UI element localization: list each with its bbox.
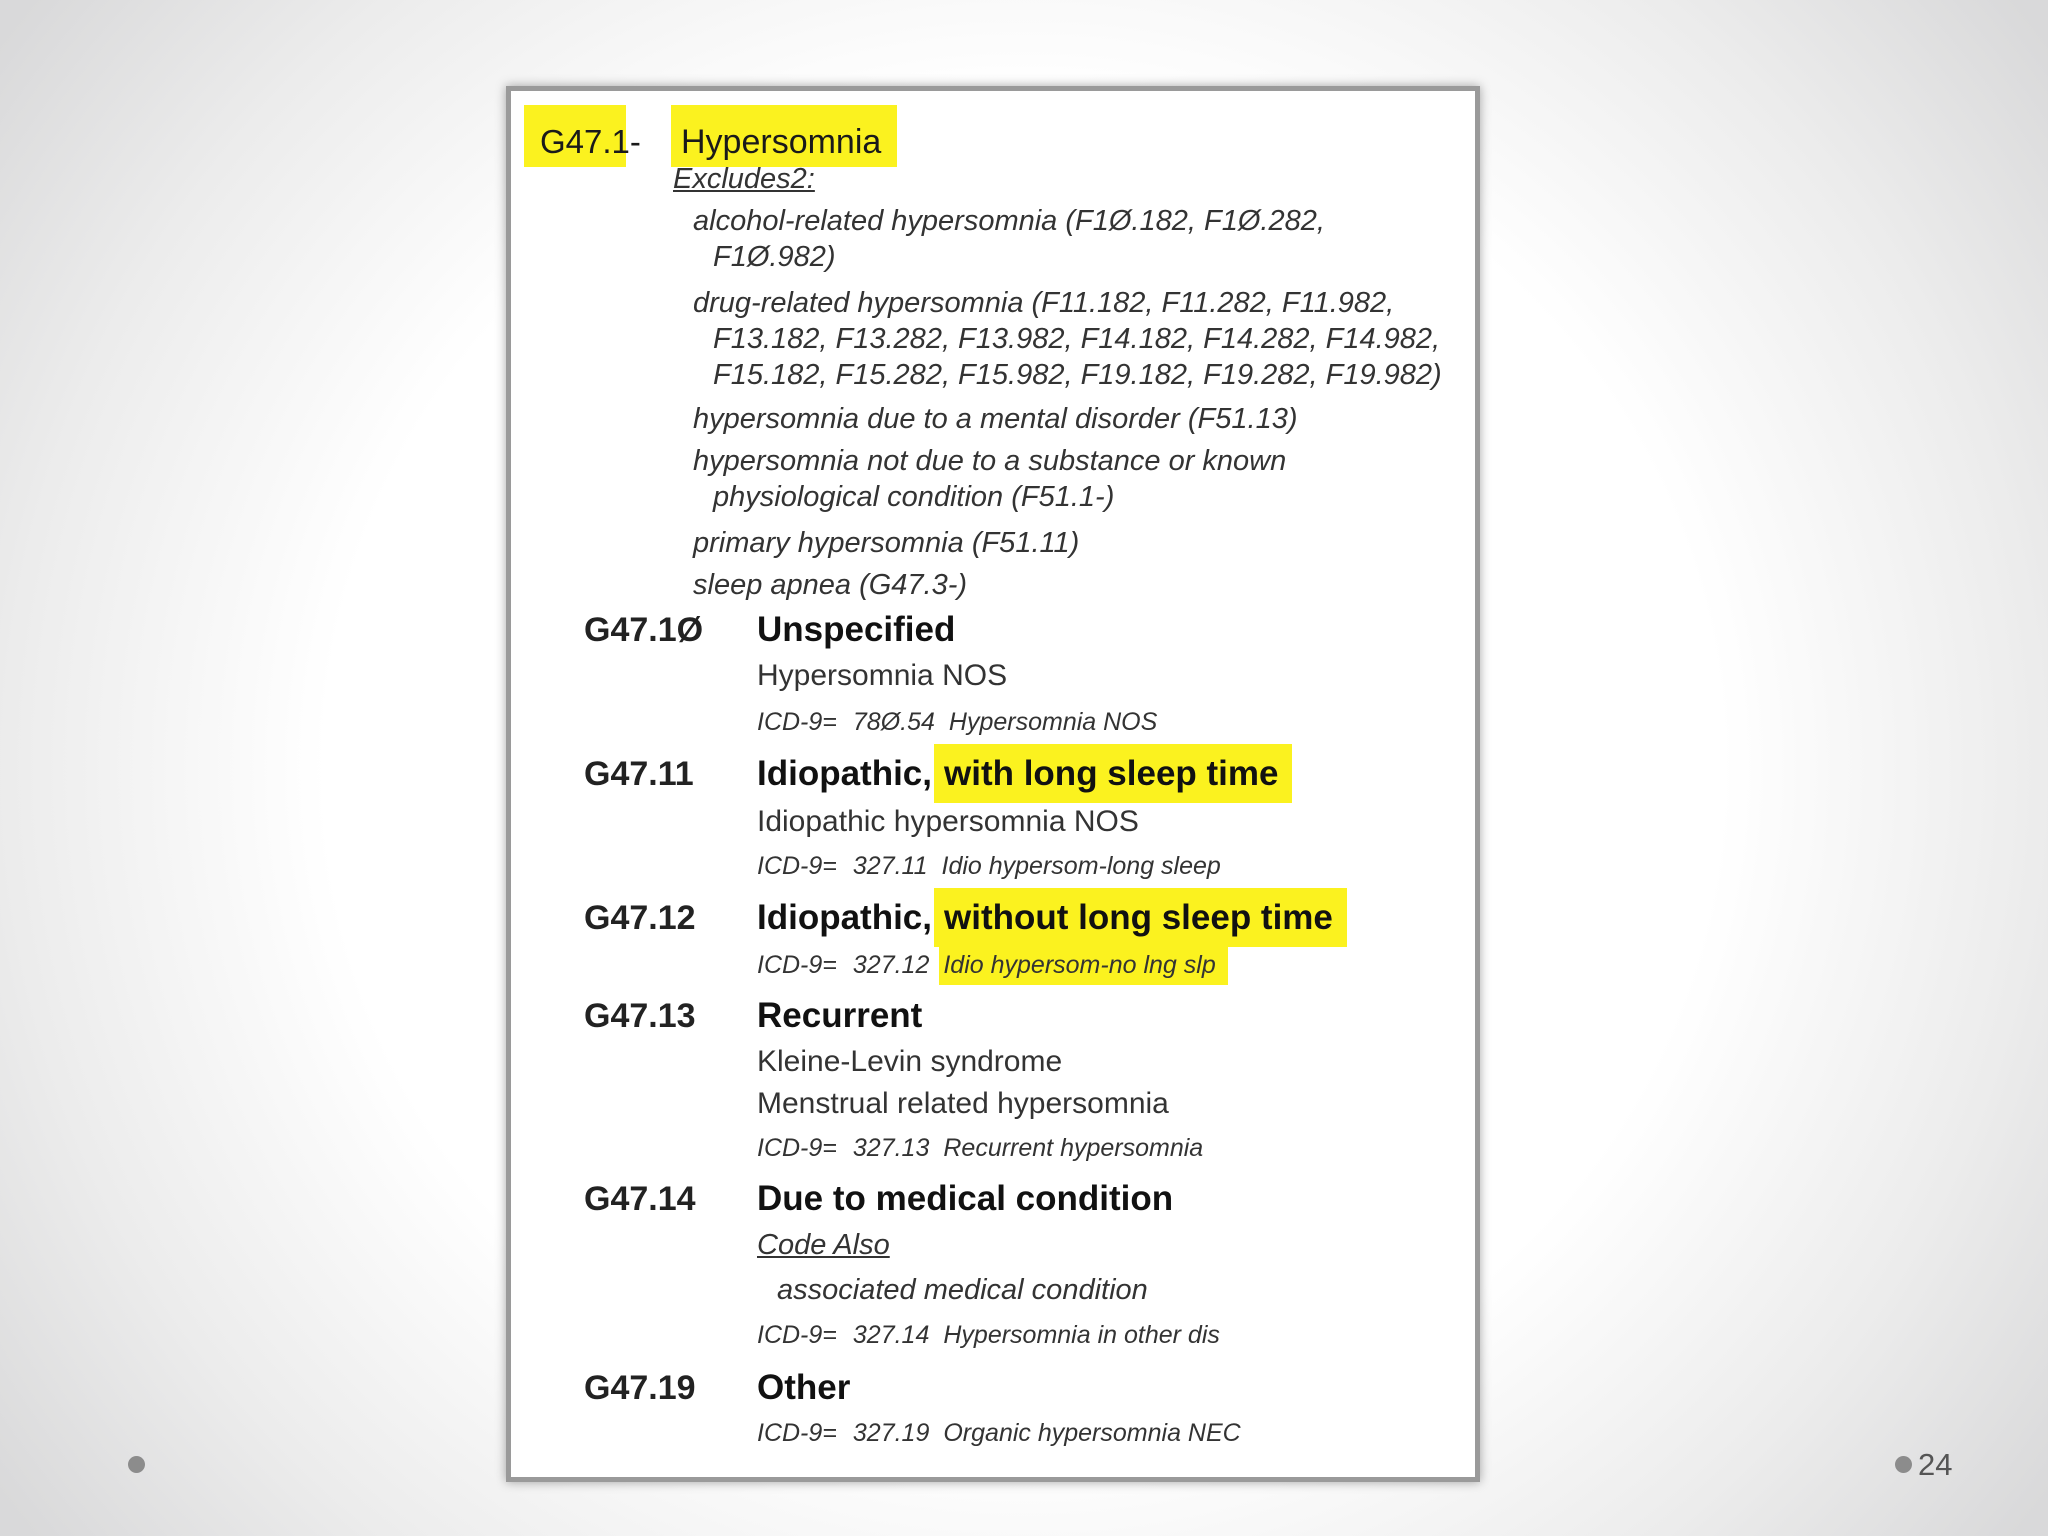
exclusion-item: hypersomnia due to a mental disorder (F51.13)	[693, 403, 1298, 435]
entry-synonym: Menstrual related hypersomnia	[757, 1087, 1169, 1120]
icd9-line: ICD-9= 327.19 Organic hypersomnia NEC	[757, 1419, 1241, 1447]
header-title-highlight	[671, 105, 897, 167]
entry-code: G47.12	[584, 899, 696, 937]
entry-title: Idiopathic, with long sleep time	[757, 754, 1292, 794]
highlighted-phrase: Idio hypersom-no lng slp	[939, 945, 1227, 985]
entry-code: G47.13	[584, 997, 696, 1035]
exclusion-item: alcohol-related hypersomnia (F1Ø.182, F1Ø.282, F1Ø.982)	[693, 205, 1325, 273]
entry-code: G47.19	[584, 1369, 696, 1407]
highlighted-phrase: with long sleep time	[934, 744, 1292, 803]
exclusion-item: drug-related hypersomnia (F11.182, F11.282, F11.982, F13.182, F13.282, F13.982, F14.182, F14.282, F14.982, F15.182, F15.282, F15.982, F19.182, F19.282, F19.982)	[693, 287, 1442, 391]
code-also-label: Code Also	[757, 1229, 890, 1261]
entry-code: G47.1Ø	[584, 611, 704, 649]
entry-title: Due to medical condition	[757, 1179, 1174, 1218]
highlighted-phrase: without long sleep time	[934, 888, 1347, 947]
bullet-dot	[1895, 1456, 1912, 1473]
entry-title: Unspecified	[757, 610, 956, 649]
header-code: G47.1-	[540, 123, 641, 160]
icd9-line: ICD-9= 327.13 Recurrent hypersomnia	[757, 1134, 1204, 1162]
header-code-highlight	[524, 105, 641, 167]
entry-code: G47.14	[584, 1180, 696, 1218]
entry-code: G47.11	[584, 755, 694, 793]
icd9-line: ICD-9= 78Ø.54 Hypersomnia NOS	[757, 708, 1158, 736]
entry-title: Other	[757, 1368, 851, 1407]
exclusion-item: primary hypersomnia (F51.11)	[693, 527, 1080, 559]
exclusion-item: hypersomnia not due to a substance or known physiological condition (F51.1-)	[693, 445, 1287, 513]
entry-title: Idiopathic, without long sleep time	[757, 898, 1347, 938]
header-title: Hypersomnia	[681, 123, 882, 161]
icd9-line: ICD-9= 327.11 Idio hypersom-long sleep	[757, 852, 1221, 880]
excludes2-label: Excludes2:	[673, 163, 815, 195]
entry-synonym: Kleine-Levin syndrome	[757, 1045, 1063, 1078]
entry-synonym: Hypersomnia NOS	[757, 659, 1008, 692]
entry-title: Recurrent	[757, 996, 923, 1035]
code-also-text: associated medical condition	[777, 1274, 1148, 1306]
exclusion-item: sleep apnea (G47.3-)	[693, 569, 968, 601]
entry-synonym: Idiopathic hypersomnia NOS	[757, 805, 1139, 838]
slide-page-number: 24	[1918, 1447, 1953, 1482]
icd9-line: ICD-9= 327.12 Idio hypersom-no lng slp	[757, 951, 1228, 980]
icd9-line: ICD-9= 327.14 Hypersomnia in other dis	[757, 1321, 1220, 1349]
document-image	[506, 86, 1480, 1482]
bullet-dot	[128, 1456, 145, 1473]
